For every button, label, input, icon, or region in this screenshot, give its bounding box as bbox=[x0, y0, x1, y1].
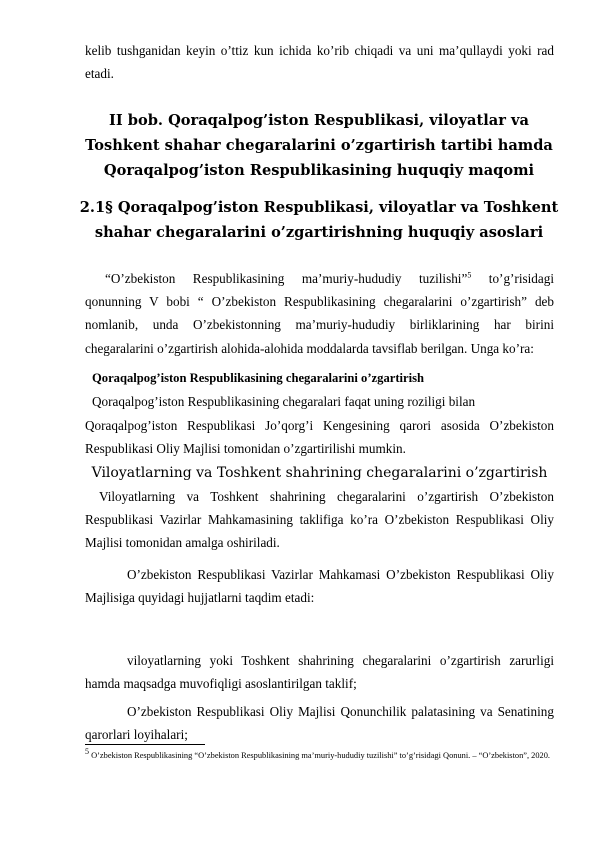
chapter-heading: II bob. Qoraqalpog’iston Respublikasi, viloyatlar va Toshkent shahar chegaralarini o’zgartirish tartibi hamda Qoraqalpog’iston Respublikasining huquqiy maqomi bbox=[85, 112, 553, 179]
footnote bbox=[85, 747, 555, 763]
line-karakalpak: Qoraqalpog’iston Respublikasining chegaralari faqat uning roziligi bilan bbox=[92, 394, 476, 409]
footnote-divider bbox=[85, 744, 205, 745]
subheading-regions: Viloyatlarning va Toshkent shahrining chegaralarini o’zgartirish bbox=[91, 465, 548, 481]
paragraph-regions: Viloyatlarning va Toshkent shahrining chegaralarini o’zgartirish O’zbekiston Respublikasi Vazirlar Mahkamasining taklifiga ko’ra O’zbekiston Respublikasi Oliy Majlisi tomonidan amalga oshiriladi. bbox=[85, 489, 554, 551]
law-body: to’g’risidagi qonunning V bobi “ O’zbekiston Respublikasining chegaralarini o’zgartirish” deb nomlanib, unda O’zbekistonning ma’muriy-hududiy birliklarining har birini chegaralarini o’zgartirish alohida-alohida moddalarda tavsiflab berilgan. Unga ko’ra: bbox=[85, 271, 554, 356]
paragraph-karakalpak: Qoraqalpog’iston Respublikasi Jo’qorg’i Kengesining qarori asosida O’zbekiston Respublikasi Oliy Majlisi tomonidan o’zgartirilishi mumkin. bbox=[85, 418, 554, 457]
footnote-text: O’zbekiston Respublikasining “O’zbekiston Respublikasining ma’muriy-hududiy tuzilishi” to’g’risidagi Qonuni. – “O’zbekiston”, 2020. bbox=[89, 751, 551, 760]
law-title: “O’zbekiston Respublikasining ma’muriy-hududiy tuzilishi” bbox=[105, 271, 468, 286]
footnote-ref: 5 bbox=[467, 270, 472, 280]
paragraph-cabinet: O’zbekiston Respublikasi Vazirlar Mahkamasi O’zbekiston Respublikasi Oliy Majlisiga quyidagi hujjatlarni taqdim etadi: bbox=[85, 567, 554, 606]
subheading-karakalpak: Qoraqalpog’iston Respublikasining chegaralarini o’zgartirish bbox=[92, 371, 425, 385]
paragraph-intro: kelib tushganidan keyin o’ttiz kun ichida ko’rib chiqadi va uni ma’qullaydi yoki rad etadi. bbox=[85, 43, 554, 82]
paragraph-proposal: viloyatlarning yoki Toshkent shahrining chegaralarini o’zgartirish zarurligi hamda maqsadga muvofiqligi asoslantirilgan taklif; bbox=[85, 653, 554, 692]
paragraph-law bbox=[85, 267, 554, 360]
paragraph-senate: O’zbekiston Respublikasi Oliy Majlisi Qonunchilik palatasining va Senatining qarorlari loyihalari; bbox=[85, 704, 554, 743]
footnote-number: 5 bbox=[85, 747, 89, 757]
section-heading: 2.1§ Qoraqalpog’iston Respublikasi, viloyatlar va Toshkent shahar chegaralarini o’zgartirishning huquqiy asoslari bbox=[79, 199, 559, 241]
